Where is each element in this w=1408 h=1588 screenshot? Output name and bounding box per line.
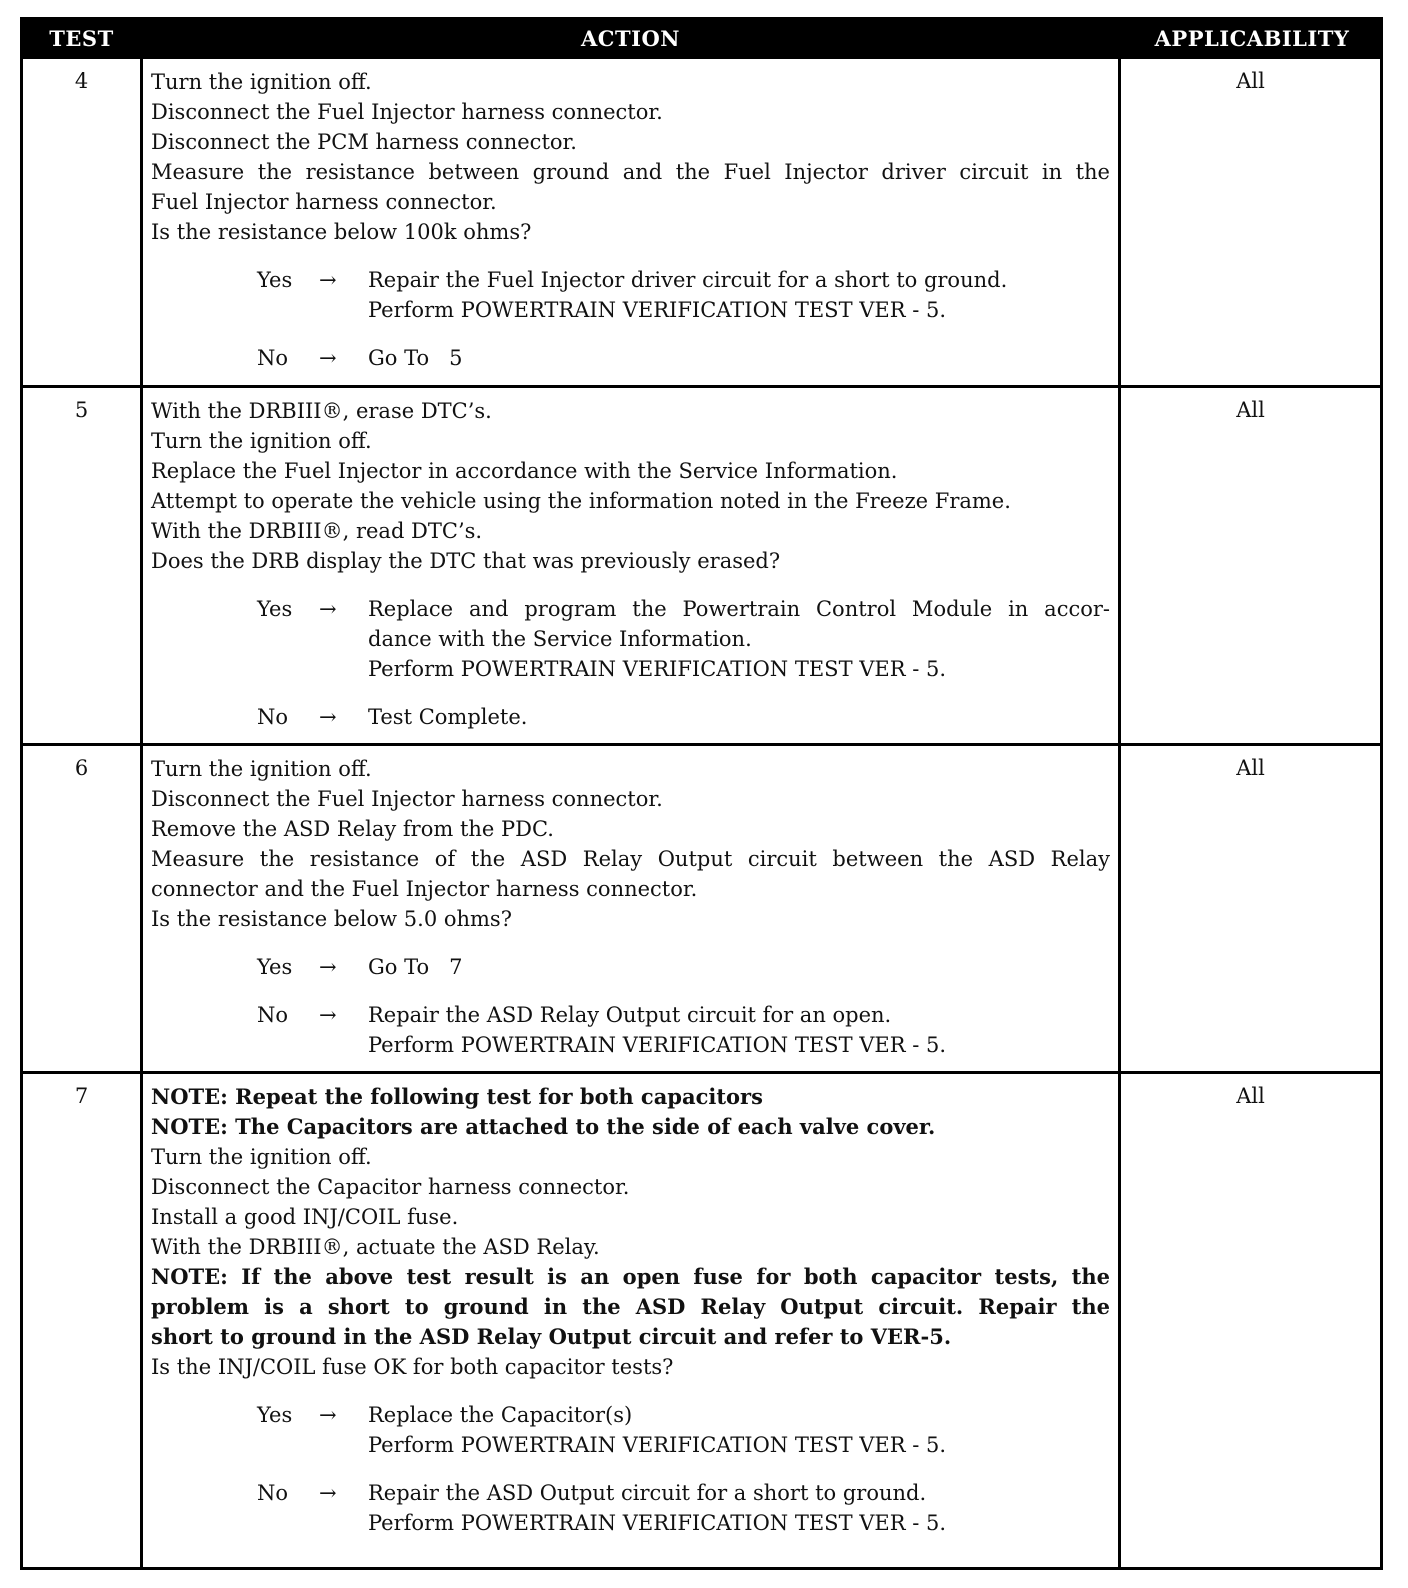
arrow-icon: → [319,1481,337,1505]
action-line: Turn the ignition off. [151,70,372,94]
yes-label: Yes [257,597,293,621]
applicability-cell: All [1236,1084,1265,1108]
yes-label: Yes [257,955,293,979]
action-line: Replace the Fuel Injector in accordance with the Service Information. [151,459,898,483]
action-line: Disconnect the Fuel Injector harness connector. [151,100,663,124]
yes-branch [151,594,1110,684]
note-line: short to ground in the ASD Relay Output circuit and refer to VER-5. [151,1324,952,1349]
action-line: Is the resistance below 5.0 ohms? [151,907,512,931]
action-line: Measure the resistance of the ASD Relay Output circuit between the ASD Relay [151,847,1110,871]
action-line: Disconnect the PCM harness connector. [151,130,577,154]
yes-branch [151,265,1110,325]
arrow-icon: → [319,346,337,370]
branch-line: Repair the Fuel Injector driver circuit for a short to ground. [368,268,1008,292]
note-line: NOTE: If the above test result is an open fuse for both capacitor tests, the [151,1264,1110,1289]
action-line: Measure the resistance between ground and the Fuel Injector driver circuit in the [151,160,1110,184]
test-number: 5 [74,398,89,422]
action-line: Turn the ignition off. [151,1145,372,1169]
action-line: Remove the ASD Relay from the PDC. [151,817,554,841]
branch-line: Perform POWERTRAIN VERIFICATION TEST VER - 5. [368,1433,947,1457]
no-branch [151,702,1110,732]
action-cell [140,59,1121,385]
branch-line: Go To 7 [368,955,463,979]
branch-line: Repair the ASD Output circuit for a short to ground. [368,1481,927,1505]
arrow-icon: → [319,1403,337,1427]
action-cell [140,1074,1121,1567]
no-label: No [257,346,289,370]
branch-line: Go To 5 [368,346,463,370]
header-applicability: APPLICABILITY [1154,26,1350,51]
yes-branch [151,1400,1110,1460]
arrow-icon: → [319,705,337,729]
arrow-icon: → [319,955,337,979]
arrow-icon: → [319,268,337,292]
arrow-icon: → [319,1003,337,1027]
action-line: Disconnect the Capacitor harness connector. [151,1175,630,1199]
header-action: ACTION [581,26,680,51]
branch-line: Perform POWERTRAIN VERIFICATION TEST VER - 5. [368,1033,947,1057]
yes-label: Yes [257,268,293,292]
test-number: 4 [74,69,89,93]
branch-line: Perform POWERTRAIN VERIFICATION TEST VER - 5. [368,657,947,681]
branch-line: Replace the Capacitor(s) [368,1403,633,1427]
diagnostic-test-table [20,17,1383,1570]
note-line: NOTE: The Capacitors are attached to the side of each valve cover. [151,1114,936,1139]
no-branch [151,1478,1110,1538]
no-label: No [257,1003,289,1027]
table-header [23,20,1380,59]
branch-line: Perform POWERTRAIN VERIFICATION TEST VER - 5. [368,1511,947,1535]
table-row [23,385,1380,743]
applicability-cell: All [1236,398,1265,422]
action-line: Is the INJ/COIL fuse OK for both capacitor tests? [151,1355,674,1379]
action-line: Disconnect the Fuel Injector harness connector. [151,787,663,811]
action-line: With the DRBIII®, actuate the ASD Relay. [151,1235,600,1259]
action-line: connector and the Fuel Injector harness connector. [151,877,698,901]
yes-label: Yes [257,1403,293,1427]
action-line: Is the resistance below 100k ohms? [151,220,532,244]
action-cell [140,746,1121,1071]
branch-line: Perform POWERTRAIN VERIFICATION TEST VER - 5. [368,298,947,322]
branch-line: Test Complete. [368,705,528,729]
arrow-icon: → [319,597,337,621]
yes-branch [151,952,1110,982]
table-row [23,743,1380,1071]
branch-line: Repair the ASD Relay Output circuit for an open. [368,1003,892,1027]
table-row [23,1071,1380,1567]
test-number: 6 [74,756,89,780]
no-branch [151,1000,1110,1060]
action-line: With the DRBIII®, read DTC’s. [151,519,483,543]
note-line: problem is a short to ground in the ASD Relay Output circuit. Repair the [151,1294,1110,1319]
header-test: TEST [49,26,114,51]
action-line: Turn the ignition off. [151,757,372,781]
no-branch [151,343,1110,373]
action-line: Attempt to operate the vehicle using the information noted in the Freeze Frame. [151,489,1011,513]
action-line: Fuel Injector harness connector. [151,190,497,214]
action-line: With the DRBIII®, erase DTC’s. [151,399,492,423]
test-number: 7 [74,1084,89,1108]
no-label: No [257,705,289,729]
action-line: Turn the ignition off. [151,429,372,453]
no-label: No [257,1481,289,1505]
note-line: NOTE: Repeat the following test for both capacitors [151,1084,763,1109]
action-line: Install a good INJ/COIL fuse. [151,1205,459,1229]
applicability-cell: All [1236,756,1265,780]
action-line: Does the DRB display the DTC that was previously erased? [151,549,781,573]
action-cell [140,388,1121,743]
branch-line: Replace and program the Powertrain Control Module in accor- [368,597,1110,621]
branch-line: dance with the Service Information. [368,627,752,651]
applicability-cell: All [1236,69,1265,93]
table-row [23,59,1380,385]
